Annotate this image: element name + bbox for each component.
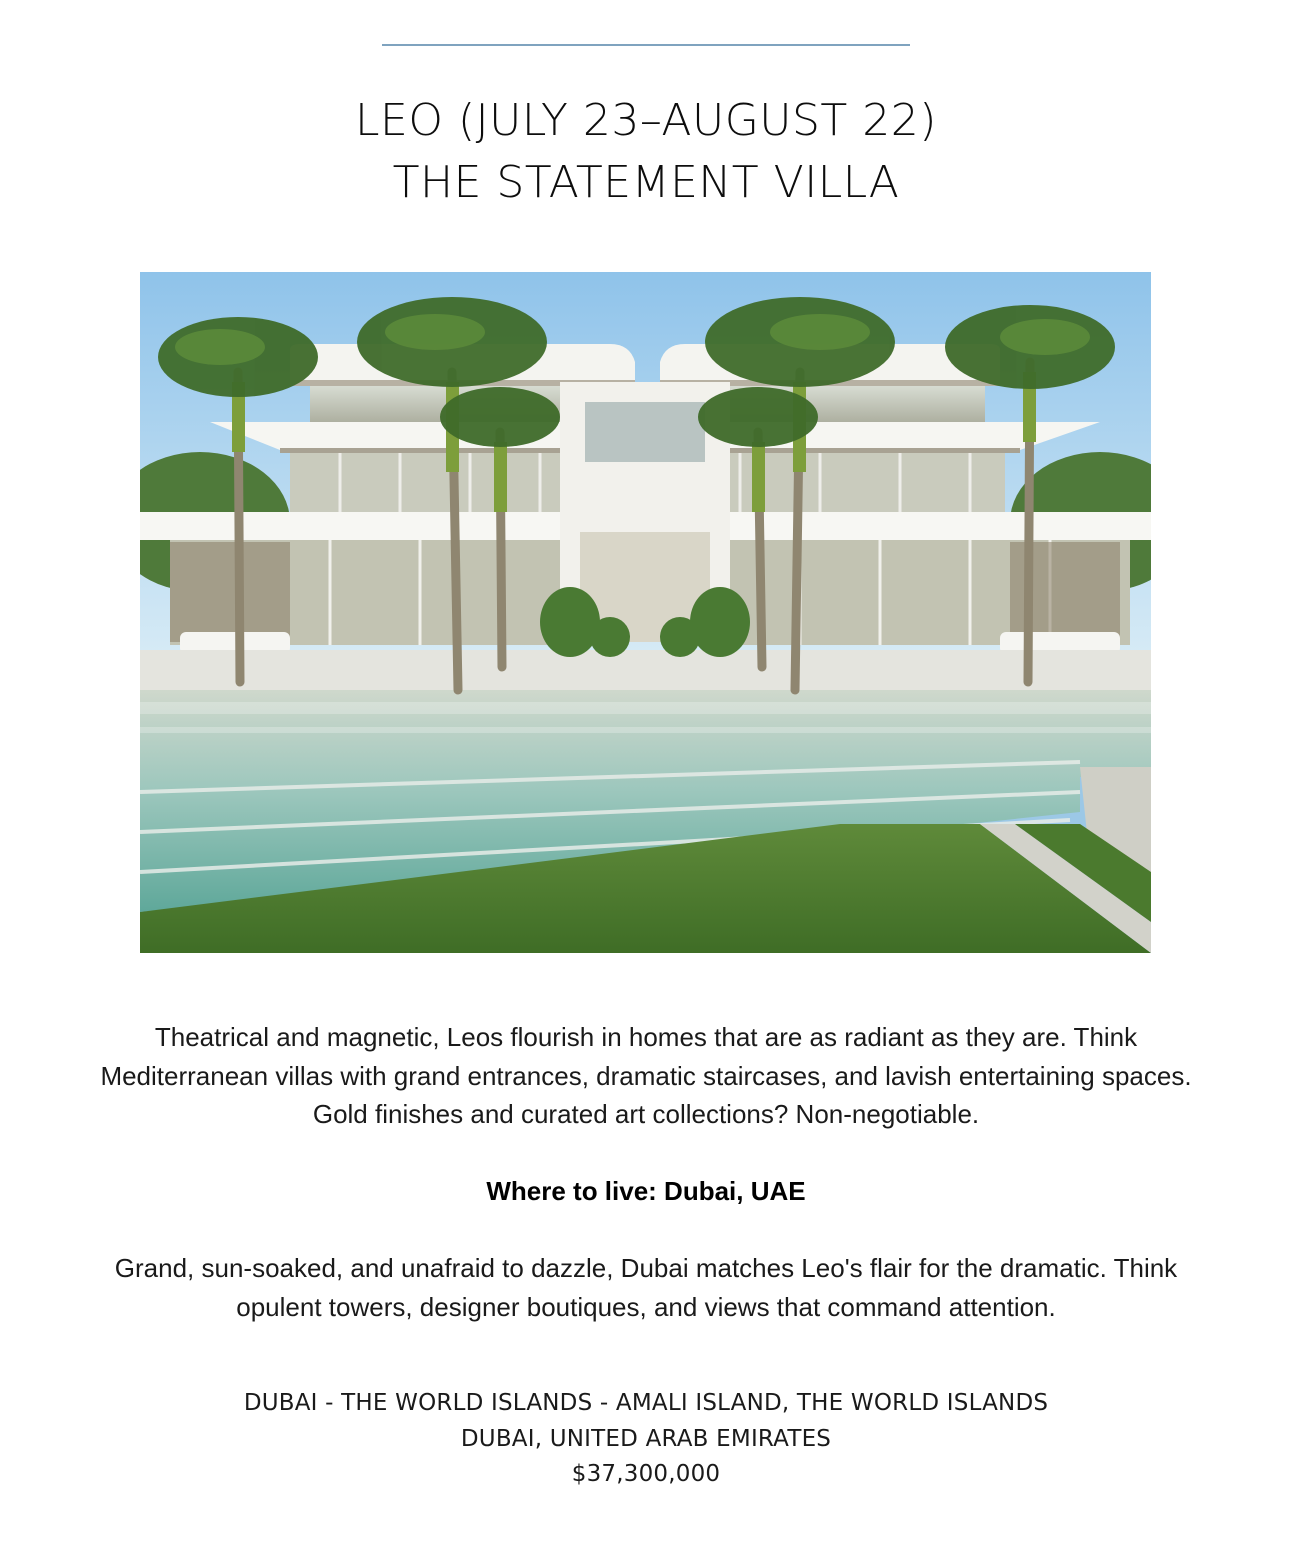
page-title <box>0 90 1292 214</box>
listing-price: $37,300,000 <box>571 1461 721 1487</box>
title-line-sign: LEO (JULY 23–AUGUST 22) <box>355 95 937 146</box>
top-divider <box>382 44 910 46</box>
intro-paragraph: Theatrical and magnetic, Leos flourish in homes that are as radiant as they are. Think Mediterranean villas with grand entrances, dramatic staircases, and lavish entertaining spaces. Gold finishes and curated art collections? Non-negotiable. <box>100 1022 1192 1129</box>
city-description: Grand, sun-soaked, and unafraid to dazzle, Dubai matches Leo's flair for the dramatic. Think opulent towers, designer boutiques, and views that command attention. <box>114 1253 1178 1322</box>
listing-location-line1: DUBAI - THE WORLD ISLANDS - AMALI ISLAND, THE WORLD ISLANDS <box>243 1390 1049 1416</box>
listing-location-line2: DUBAI, UNITED ARAB EMIRATES <box>460 1425 832 1452</box>
title-line-property: THE STATEMENT VILLA <box>392 157 900 208</box>
listing-details <box>0 1386 1292 1493</box>
where-to-live-heading: Where to live: Dubai, UAE <box>486 1176 806 1206</box>
villa-hero-image <box>140 272 1151 953</box>
